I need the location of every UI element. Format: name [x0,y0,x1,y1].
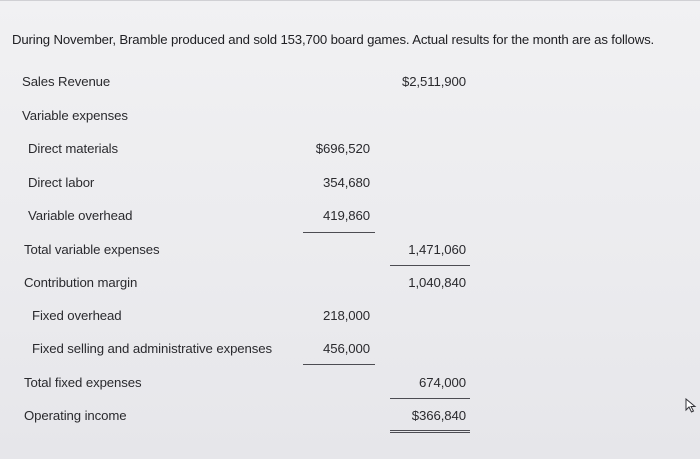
double-total-rule [390,430,470,433]
row-fixed-overhead [0,308,700,328]
row-label: Total variable expenses [24,242,160,257]
row-fixed-selling-admin [0,341,700,361]
row-label: Fixed selling and administrative expenses [32,341,272,356]
row-sales-revenue [0,74,700,94]
row-value-total: 674,000 [419,375,466,390]
problem-statement: During November, Bramble produced and sold 153,700 board games. Actual results for the month are as follows. [12,32,655,47]
mouse-pointer-icon [685,398,699,414]
row-contribution-margin [0,275,700,295]
row-value-item: 218,000 [323,308,370,323]
row-direct-labor [0,175,700,195]
row-value-item: 354,680 [323,175,370,190]
row-value-total: 1,040,840 [408,275,466,290]
row-value-total: $2,511,900 [401,74,466,89]
row-label: Contribution margin [24,275,138,290]
row-label: Sales Revenue [22,74,111,89]
subtotal-rule [303,364,375,365]
row-label: Fixed overhead [32,308,122,323]
row-value-total: 1,471,060 [408,242,466,257]
top-border [0,0,700,1]
row-direct-materials [0,141,700,161]
row-label: Operating income [24,408,127,423]
row-total-variable-expenses [0,242,700,262]
row-label: Variable overhead [28,208,133,223]
row-label: Total fixed expenses [24,375,142,390]
row-label: Direct materials [28,141,118,156]
row-operating-income [0,408,700,428]
row-value-item: 456,000 [323,341,370,356]
subtotal-rule [390,265,470,266]
row-variable-expenses [0,108,700,128]
subtotal-rule [303,232,375,233]
subtotal-rule [390,398,470,399]
row-value-total: $366,840 [411,408,466,423]
row-label: Direct labor [28,175,95,190]
row-value-item: $696,520 [315,141,370,156]
row-total-fixed-expenses [0,375,700,395]
row-label: Variable expenses [22,108,128,123]
row-variable-overhead [0,208,700,228]
row-value-item: 419,860 [323,208,370,223]
